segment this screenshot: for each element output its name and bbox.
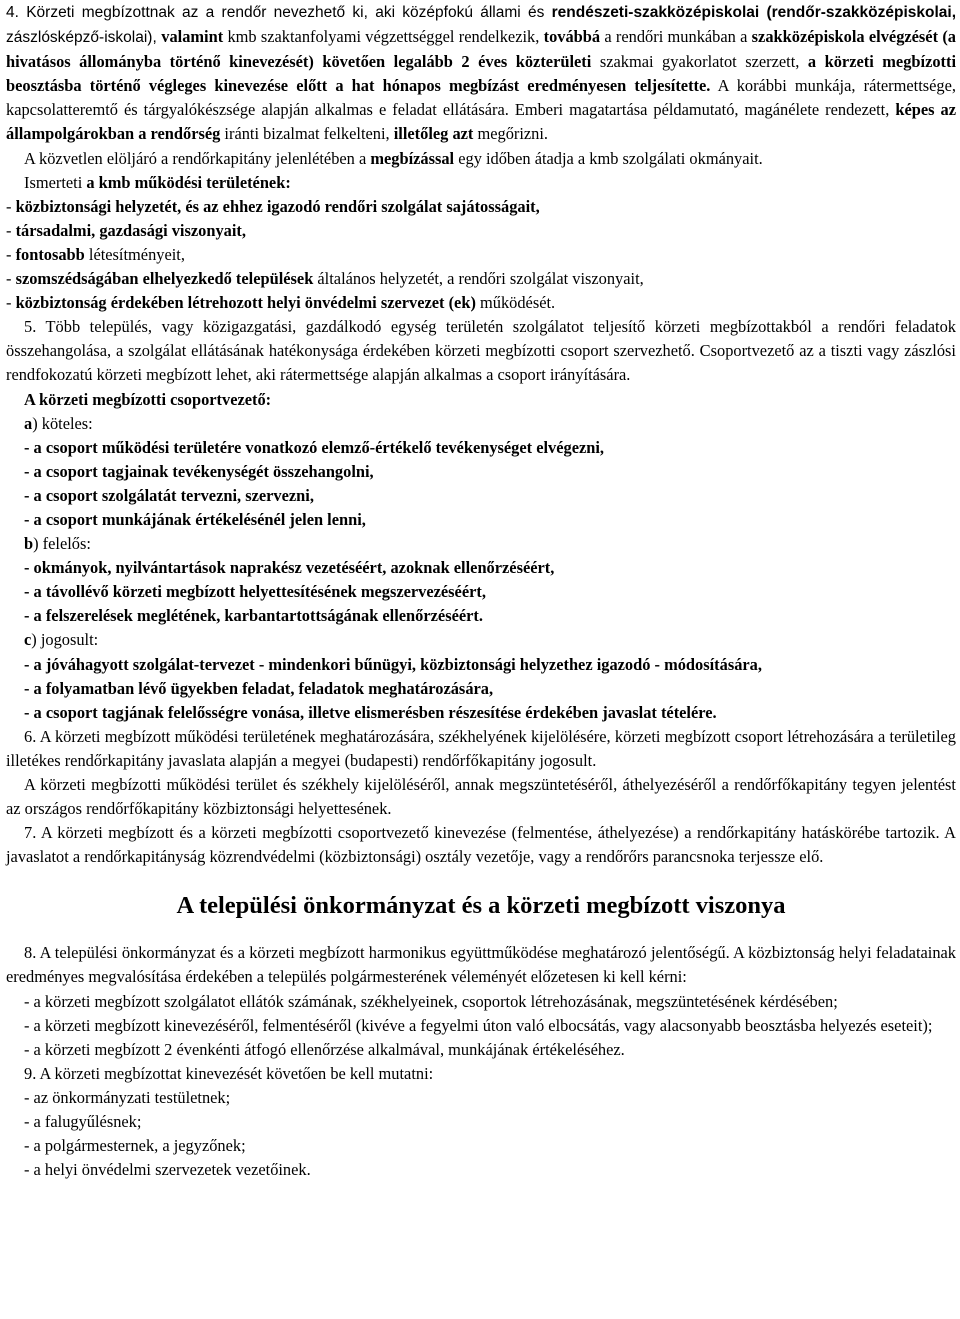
- text-run: társadalmi, gazdasági viszonyait,: [15, 220, 246, 240]
- text-run: szakmai gyakorlatot szerzett,: [591, 52, 808, 72]
- paragraph: [6, 1062, 956, 1086]
- list-line: [6, 532, 956, 556]
- text-run: A körzeti megbízotti csoportvezető:: [24, 389, 272, 409]
- paragraph: [6, 1038, 956, 1062]
- group-leader-duties: [6, 388, 956, 725]
- text-run: a körzeti megbízotti beosztásba történő végleges kinevezése előtt a hat hónapos megbízást eredményesen teljesítette.: [6, 52, 957, 96]
- list-line: [6, 243, 956, 267]
- list-line: [6, 460, 956, 484]
- list-line: [6, 580, 956, 604]
- text-run: a: [24, 413, 33, 433]
- text-run: Emberi magatartása példamutató, magánélete rendezett,: [514, 100, 896, 120]
- text-run: - a csoport munkájának értékelésénél jelen lenni,: [24, 509, 366, 529]
- text-run: illetőleg azt: [393, 124, 474, 144]
- list-line: [6, 628, 956, 652]
- text-run: - a jóváhagyott szolgálat-tervezet - mindenkori bűnügyi, közbiztonsági helyzethez igazodó - módosítására,: [24, 654, 762, 674]
- text-run: - a körzeti megbízott kinevezéséről, felmentéséről (kivéve a fegyelmi úton való elbocsátás, vagy alacsonyabb beosztásba helyezés eseteit);: [24, 1015, 933, 1035]
- list-line: [6, 291, 956, 315]
- text-run: b: [24, 534, 34, 554]
- kmb-handover-list: [6, 147, 956, 316]
- list-line: [6, 484, 956, 508]
- text-run: - a falugyűlésnek;: [24, 1112, 142, 1132]
- sections-6-7: [6, 725, 956, 870]
- text-run: -: [6, 220, 16, 240]
- text-run: - a körzeti megbízott szolgálatot ellátók számának, székhelyeinek, csoportok létrehozásának, megszüntetésének kérdésében;: [24, 991, 838, 1011]
- text-run: - a csoport tagjainak tevékenységét összehangolni,: [24, 461, 374, 481]
- list-line: [6, 171, 956, 195]
- text-run: megbízással: [370, 148, 455, 168]
- list-line: [6, 701, 956, 725]
- list-line: [6, 604, 956, 628]
- paragraph: [6, 941, 956, 989]
- paragraph: [6, 773, 956, 821]
- text-run: - okmányok, nyilvántartások naprakész vezetéséért, azoknak ellenőrzéséért,: [24, 558, 555, 578]
- text-run: -: [6, 269, 16, 289]
- text-run: ) felelős:: [33, 534, 91, 554]
- text-run: - a csoport: [24, 437, 102, 457]
- text-run: ) jogosult:: [31, 630, 99, 650]
- text-run: kmb szaktanfolyami végzettséggel rendelkezik,: [223, 27, 544, 47]
- text-run: - a helyi önvédelmi szervezetek vezetőinek.: [24, 1160, 311, 1180]
- text-run: 5. Több település, vagy közigazgatási, gazdálkodó egység területén szolgálatot teljesítő körzeti megbízottakból a rendőri feladatok összehangolása, a szolgálat ellátásának hatékonysága érdekében körzeti megbízotti csoport szervezhető. Csoportvezető az a tiszti vagy zászlósi rendfokozatú körzeti megbízott lehet, aki rátermettsége alapján alkalmas a csoport irányítására.: [6, 317, 956, 385]
- text-run: - a csoport tagjának felelősségre vonása, illetve elismerésben részesítése érdekében javaslat tételére.: [24, 702, 717, 722]
- text-run: - a csoport szolgálatát tervezni, szervezni,: [24, 485, 314, 505]
- text-run: 4. Körzeti megbízottnak az a rendőr nevezhető ki, aki középfokú állami és: [6, 4, 552, 21]
- list-line: [6, 436, 956, 460]
- text-run: c: [24, 630, 32, 650]
- text-run: megőrizni.: [473, 124, 549, 144]
- text-run: A körzeti megbízotti működési terület és székhely kijelöléséről, annak megszüntetéséről, áthelyezéséről a rendőrfőkapitány tegyen jelentést az országos rendőrfőkapitány közbiztonsági helyettesének.: [6, 775, 956, 819]
- text-run: A korábbi munkája, rátermettsége, kapcsolatteremtő és tárgyalókészsége alapján alkalmas e feladat ellátására.: [6, 76, 956, 120]
- list-line: [6, 195, 956, 219]
- text-run: - a körzeti megbízott 2 évenkénti átfogó ellenőrzése alkalmával, munkájának értékeléséhez.: [24, 1039, 625, 1059]
- text-run: működését.: [475, 293, 556, 313]
- text-run: 8. A települési önkormányzat és a körzeti megbízott harmonikus együttműködése meghatározó jelentőségű. A közbiztonság helyi feladatainak eredményes megvalósítása érdekében a település polgármesterének véleményét előzetesen ki kell kérni:: [6, 943, 956, 987]
- paragraph: [6, 1014, 956, 1038]
- paragraph: [6, 0, 956, 147]
- paragraph: [6, 990, 956, 1014]
- text-run: továbbá: [543, 27, 601, 47]
- paragraph: [6, 821, 956, 869]
- text-run: - a polgármesternek, a jegyzőnek;: [24, 1136, 246, 1156]
- text-run: 6. A körzeti megbízott működési területének meghatározására, székhelyének kijelölésére, körzeti megbízott csoport létrehozására a területileg illetékes rendőrkapitány javaslata alapján a megyei (budapesti) rendőrfőkapitány jogosult.: [6, 726, 956, 770]
- text-run: - a folyamatban lévő ügyekben feladat, feladatok meghatározására,: [24, 678, 494, 698]
- text-run: rendészeti-szakközépiskolai (rendőr-szakközépiskolai,: [551, 4, 956, 21]
- paragraph: [6, 1134, 956, 1158]
- text-run: -: [6, 196, 16, 216]
- text-run: - az önkormányzati testületnek;: [24, 1087, 231, 1107]
- list-line: [6, 412, 956, 436]
- text-run: 9. A körzeti megbízottat kinevezését követően be kell mutatni:: [24, 1063, 434, 1083]
- list-line: [6, 677, 956, 701]
- list-line: [6, 388, 956, 412]
- paragraph: [6, 1110, 956, 1134]
- text-run: fontosabb: [15, 244, 85, 264]
- list-line: [6, 267, 956, 291]
- paragraph: [6, 1158, 956, 1182]
- text-run: Ismerteti: [24, 172, 87, 192]
- text-run: ) köteles:: [32, 413, 93, 433]
- paragraph: [6, 725, 956, 773]
- section-5-group-organization: [6, 315, 956, 387]
- list-line: [6, 147, 956, 171]
- list-line: [6, 556, 956, 580]
- text-run: egy időben átadja a kmb szolgálati okmányait.: [454, 148, 763, 168]
- text-run: a kmb működési területének:: [86, 172, 291, 192]
- text-run: létesítményeit,: [84, 244, 185, 264]
- paragraph: [6, 315, 956, 387]
- list-line: [6, 508, 956, 532]
- text-run: 7. A körzeti megbízott és a körzeti megbízotti csoportvezető kinevezése (felmentése, áthelyezése) a rendőrkapitány hatáskörébe tartozik. A javaslatot a rendőrkapitányság közrendvédelmi (közbiztonsági) osztály vezetője, vagy a rendőrőrs parancsnoka terjessze elő.: [6, 823, 956, 867]
- sections-8-9: [6, 941, 956, 1182]
- text-run: - a felszerelések meglétének, karbantartottságának ellenőrzéséért.: [24, 606, 483, 626]
- section-heading: A települési önkormányzat és a körzeti megbízott viszonya: [176, 892, 786, 920]
- text-run: zászlósképző-iskolai),: [6, 29, 162, 47]
- text-run: általános helyzetét, a rendőri szolgálat viszonyait,: [313, 269, 644, 289]
- text-run: a rendőri munkában a: [600, 27, 752, 47]
- text-run: A közvetlen elöljáró a rendőrkapitány jelenlétében a: [24, 148, 371, 168]
- text-run: -: [6, 244, 16, 264]
- paragraph: [6, 1086, 956, 1110]
- text-run: szomszédságában elhelyezkedő települések: [15, 269, 314, 289]
- text-run: - a távollévő körzeti megbízott helyettesítésének megszervezéséért,: [24, 582, 486, 602]
- text-run: valamint: [161, 27, 224, 47]
- text-run: szakközépiskola elvégzését (a hivatásos állományba történő kinevezését) követően legalább 2 éves közterületi: [6, 27, 956, 72]
- text-run: közbiztonság érdekében létrehozott helyi önvédelmi szervezet (ek): [15, 293, 476, 313]
- section-4-qualifications: [6, 0, 956, 147]
- list-line: [6, 219, 956, 243]
- text-run: iránti bizalmat felkelteni,: [220, 124, 394, 144]
- text-run: közbiztonsági helyzetét, és az ehhez igazodó rendőri szolgálat sajátosságait,: [15, 196, 540, 216]
- list-line: [6, 653, 956, 677]
- text-run: működési területére vonatkozó elemző-értékelő tevékenységet elvégezni,: [101, 437, 605, 457]
- text-run: képes az állampolgárokban a rendőrség: [6, 100, 956, 144]
- text-run: -: [6, 293, 16, 313]
